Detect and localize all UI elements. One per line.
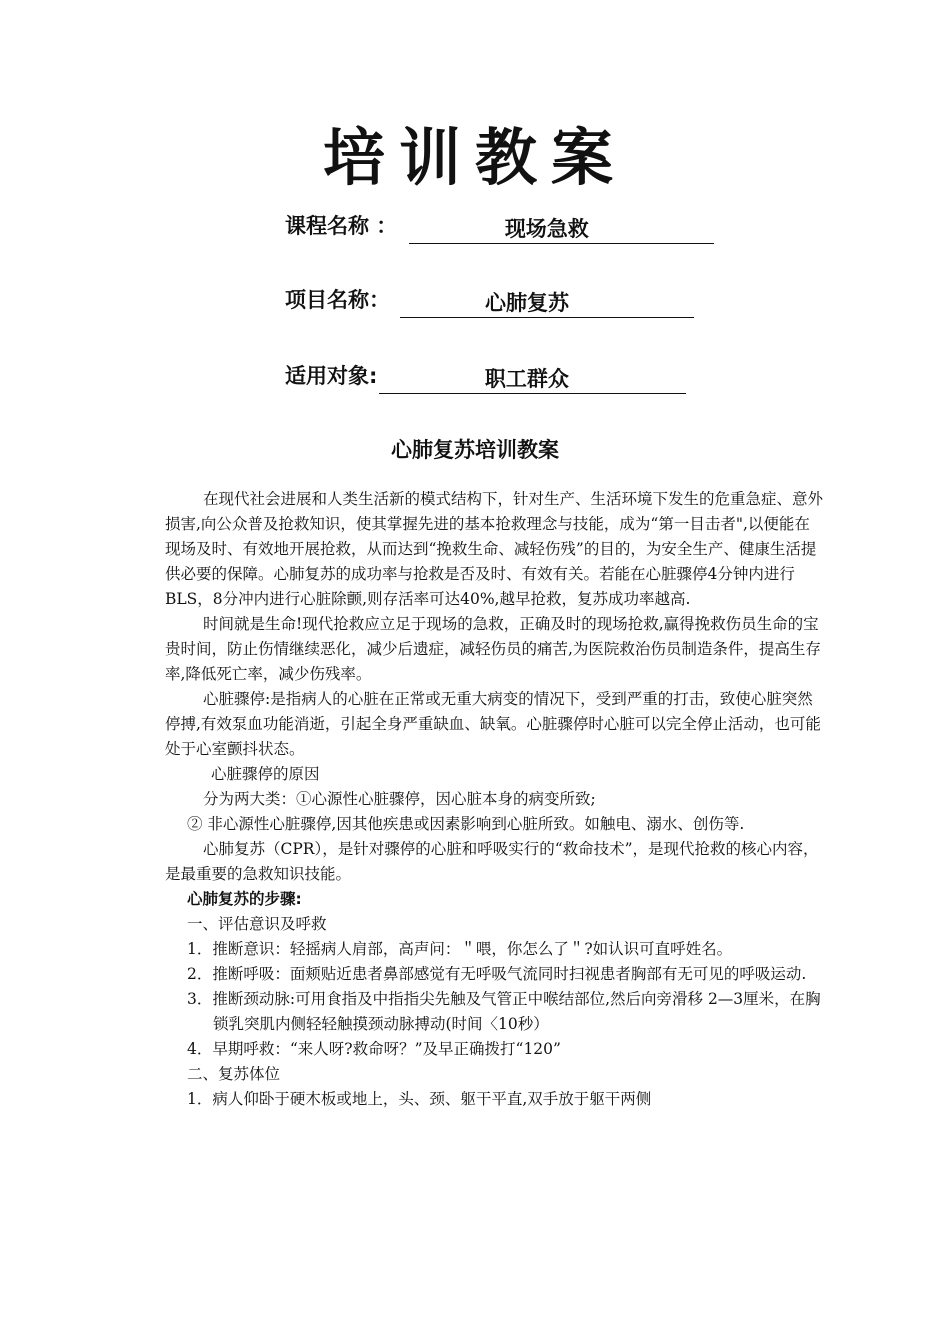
audience-label: 适用对象: [285,364,378,388]
audience-value: 职工群众 [379,365,686,394]
project-name-field [285,282,694,318]
cpr-definition-paragraph: 心肺复苏（CPR），是针对骤停的心脏和呼吸实行的“救命技术”，是现代抢救的核心内容，是最重要的急救知识技能。 [165,840,819,883]
project-name-label: 项目名称： [285,288,390,312]
audience-field [285,358,686,394]
document-body [165,487,825,1112]
time-paragraph: 时间就是生命!现代抢救应立足于现场的急救，正确及时的现场抢救,赢得挽救伤员生命的宝贵时间，防止伤情继续恶化，减少后遗症，减轻伤员的痛苦,为医院救治伤员制造条件，提高生存率,降低死亡率，减少伤残率。 [165,615,821,683]
section-heading: 一、评估意识及呼救 [187,915,327,933]
cause-noncardiac-paragraph: ② 非心源性心脏骤停,因其他疾患或因素影响到心脏所致。如触电、溺水、创伤等. [187,815,745,833]
list-item: 3．推断颈动脉:可用食指及中指指尖先触及气管正中喉结部位,然后向旁滑移 2—3厘米，在胸锁乳突肌内侧轻轻触摸颈动脉搏动(时间〈10秒） [187,990,821,1033]
steps-heading: 心肺复苏的步骤: [187,890,302,908]
course-name-field [285,208,714,244]
course-name-value: 现场急救 [409,215,714,244]
list-item: 4．早期呼救：“来人呀?救命呀？”及早正确拨打“120” [187,1040,561,1058]
plan-subtitle: 心肺复苏培训教案 [391,438,559,462]
list-item: 1．推断意识：轻摇病人肩部，高声问：＂喂，你怎么了＂?如认识可直呼姓名。 [187,940,733,958]
section-heading: 二、复苏体位 [187,1065,281,1083]
document-title: 培训教案 [322,121,627,194]
cause-heading: 心脏骤停的原因 [211,765,320,783]
list-item: 1．病人仰卧于硬木板或地上，头、颈、躯干平直,双手放于躯干两侧 [187,1090,652,1108]
project-name-value: 心肺复苏 [400,289,694,318]
course-name-label: 课程名称 ： [285,214,398,238]
arrest-definition-paragraph: 心脏骤停:是指病人的心脏在正常或无重大病变的情况下，受到严重的打击，致使心脏突然停搏,有效泵血功能消逝，引起全身严重缺血、缺氧。心脏骤停时心脏可以完全停止活动，也可能处于心室颤抖状态。 [165,690,821,758]
cause-types-paragraph: 分为两大类：①心源性心脏骤停，因心脏本身的病变所致; [203,790,596,808]
list-item: 2．推断呼吸：面颊贴近患者鼻部感觉有无呼吸气流同时扫视患者胸部有无可见的呼吸运动. [187,965,807,983]
intro-paragraph: 在现代社会进展和人类生活新的模式结构下，针对生产、生活环境下发生的危重急症、意外损害,向公众普及抢救知识，使其掌握先进的基本抢救理念与技能，成为“第一目击者",以便能在现场及时、有效地开展抢救，从而达到“挽救生命、减轻伤残”的目的，为安全生产、健康生活提供必要的保障。心肺复苏的成功率与抢救是否及时、有效有关。若能在心脏骤停4分钟内进行BLS，8分冲内进行心脏除颤,则存活率可达40%,越早抢救，复苏成功率越高. [165,490,824,608]
